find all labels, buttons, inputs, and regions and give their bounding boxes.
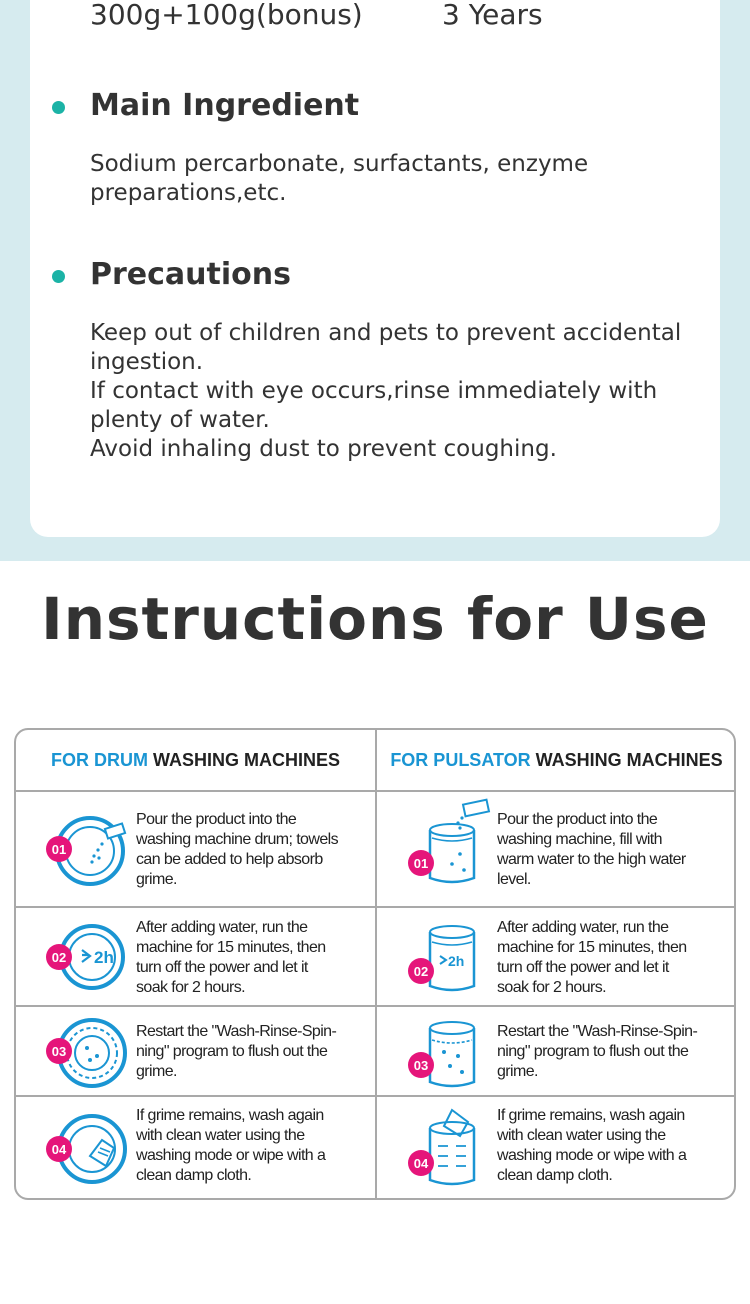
bullet-icon xyxy=(52,270,65,283)
text-line: washing machine, fill with xyxy=(497,831,662,848)
pulsator-wipe-icon xyxy=(422,1106,496,1190)
pulsator-soak-badge-label: 2h xyxy=(448,953,465,969)
bullet-icon xyxy=(52,101,65,114)
text-line: machine for 15 minutes, then xyxy=(136,939,326,956)
text-line: If contact with eye occurs,rinse immediately with xyxy=(90,378,658,404)
page-title: Instructions for Use xyxy=(41,585,709,653)
text-line: Sodium percarbonate, surfactants, enzyme xyxy=(90,151,589,177)
row-divider xyxy=(16,1005,734,1007)
text-line: plenty of water. xyxy=(90,407,270,433)
net-weight-value: 300g+100g(bonus) xyxy=(90,0,363,31)
text-line: preparations,etc. xyxy=(90,180,287,206)
text-line: clean damp cloth. xyxy=(136,1167,252,1184)
text-line: soak for 2 hours. xyxy=(136,979,245,996)
drum-step-2-text xyxy=(136,918,326,998)
text-line: Restart the "Wash-Rinse-Spin- xyxy=(497,1023,698,1040)
header-rest: WASHING MACHINES xyxy=(535,749,723,770)
precautions-text xyxy=(90,319,690,464)
text-line: warm water to the high water xyxy=(497,851,686,868)
spec-row xyxy=(90,0,690,34)
text-line: Pour the product into the xyxy=(497,811,658,828)
row-divider xyxy=(16,1095,734,1097)
text-line: with clean water using the xyxy=(136,1127,305,1144)
drum-step-3-text xyxy=(136,1022,336,1082)
step-number-badge: 04 xyxy=(408,1150,434,1176)
drum-step-1-text xyxy=(136,810,338,890)
pulsator-step-2-text xyxy=(497,918,687,998)
header-highlight: FOR PULSATOR xyxy=(390,749,531,770)
text-line: washing mode or wipe with a xyxy=(497,1147,687,1164)
row-divider xyxy=(16,906,734,908)
step-number-badge: 02 xyxy=(408,958,434,984)
text-line: washing machine drum; towels xyxy=(136,831,338,848)
text-line: turn off the power and let it xyxy=(136,959,308,976)
text-line: grime. xyxy=(136,1063,177,1080)
step-number-badge: 02 xyxy=(46,944,72,970)
text-line: Restart the "Wash-Rinse-Spin- xyxy=(136,1023,337,1040)
text-line: soak for 2 hours. xyxy=(497,979,606,996)
text-line: turn off the power and let it xyxy=(497,959,669,976)
shelf-life-value: 3 Years xyxy=(442,0,543,31)
text-line: level. xyxy=(497,871,531,888)
step-number-badge: 03 xyxy=(408,1052,434,1078)
text-line: Pour the product into the xyxy=(136,811,297,828)
pulsator-step-3-text xyxy=(497,1022,697,1082)
ingredient-text xyxy=(90,150,690,208)
text-line: grime. xyxy=(136,871,177,888)
instructions-table xyxy=(14,728,736,1200)
pulsator-rinse-icon xyxy=(422,1018,492,1092)
text-line: If grime remains, wash again xyxy=(136,1107,324,1124)
text-line: machine for 15 minutes, then xyxy=(497,939,687,956)
column-divider xyxy=(375,730,377,1198)
column-header-drum xyxy=(16,730,375,790)
text-line: washing mode or wipe with a xyxy=(136,1147,326,1164)
text-line: If grime remains, wash again xyxy=(497,1107,685,1124)
pulsator-soak-icon xyxy=(422,922,492,996)
header-rest: WASHING MACHINES xyxy=(152,749,340,770)
drum-soak-badge-label: 2h xyxy=(94,948,114,967)
pulsator-pour-icon xyxy=(422,798,500,888)
pulsator-step-4-text xyxy=(497,1106,686,1186)
text-line: with clean water using the xyxy=(497,1127,666,1144)
text-line: After adding water, run the xyxy=(136,919,308,936)
text-line: ingestion. xyxy=(90,349,204,375)
step-number-badge: 04 xyxy=(46,1136,72,1162)
text-line: can be added to help absorb xyxy=(136,851,323,868)
step-number-badge: 01 xyxy=(46,836,72,862)
step-number-badge: 01 xyxy=(408,850,434,876)
section-title-ingredient: Main Ingredient xyxy=(90,88,360,123)
text-line: After adding water, run the xyxy=(497,919,669,936)
drum-step-4-text xyxy=(136,1106,325,1186)
text-line: Keep out of children and pets to prevent accidental xyxy=(90,320,682,346)
step-number-badge: 03 xyxy=(46,1038,72,1064)
column-header-pulsator xyxy=(377,730,736,790)
text-line: Avoid inhaling dust to prevent coughing. xyxy=(90,436,557,462)
header-highlight: FOR DRUM xyxy=(50,749,148,770)
text-line: ning" program to flush out the xyxy=(136,1043,328,1060)
text-line: clean damp cloth. xyxy=(497,1167,613,1184)
pulsator-step-1-text xyxy=(497,810,686,890)
section-title-precautions: Precautions xyxy=(90,257,291,292)
text-line: grime. xyxy=(497,1063,538,1080)
row-divider xyxy=(16,790,734,792)
text-line: ning" program to flush out the xyxy=(497,1043,689,1060)
